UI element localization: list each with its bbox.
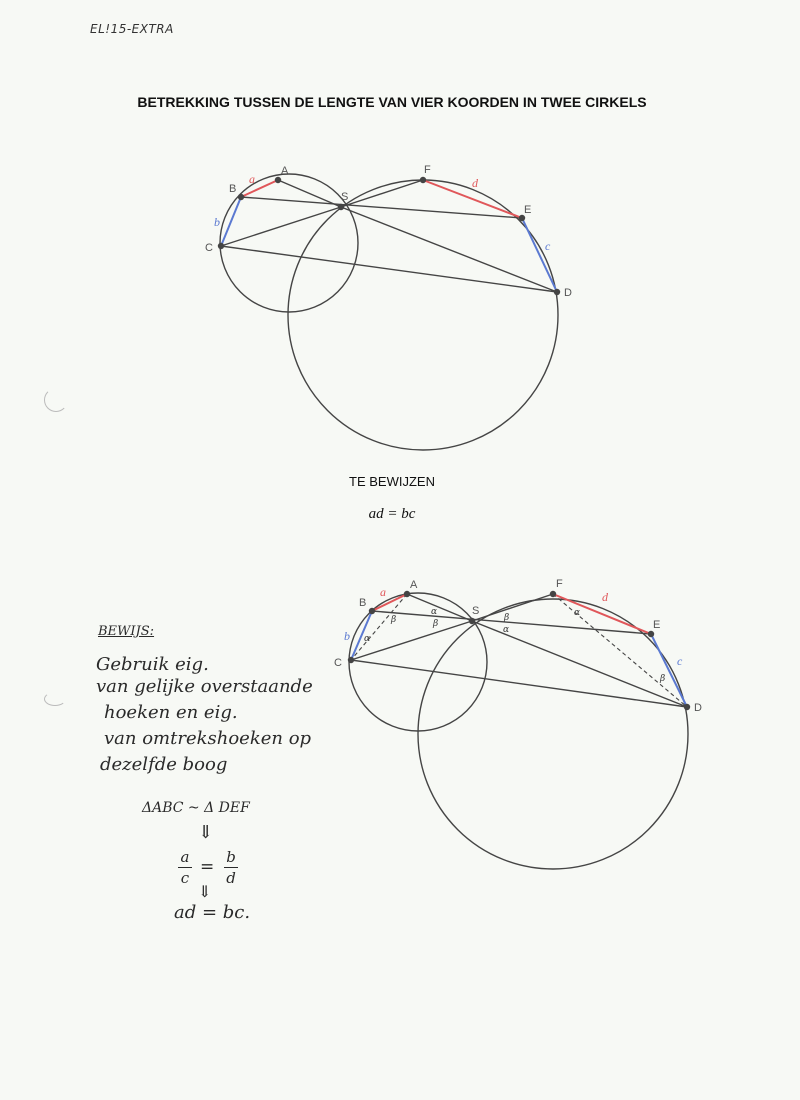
label-d-2: D (694, 702, 702, 714)
fraction-left-bar (178, 867, 192, 868)
fraction-left (178, 848, 192, 887)
angle-alpha-s2: α (503, 625, 510, 635)
chord-label-c: c (545, 239, 551, 253)
proof-line-2: van gelijke overstaande (96, 676, 313, 697)
label-f-2: F (556, 578, 563, 590)
fraction-right-numerator: b (226, 848, 236, 866)
fraction-right-bar (224, 867, 238, 868)
point-d (554, 289, 560, 295)
proof-heading: BEWIJS: (98, 624, 155, 639)
label-b-2: B (359, 597, 367, 609)
label-a: A (281, 165, 289, 177)
point-f (420, 177, 426, 183)
point-a (275, 177, 281, 183)
label-f: F (424, 164, 431, 176)
point-f-2 (550, 591, 556, 597)
label-c-2: C (334, 657, 342, 669)
point-d-2 (684, 704, 690, 710)
chord-label-d: d (472, 176, 478, 190)
to-prove-heading: TE BEWIJZEN (349, 474, 435, 489)
label-e: E (524, 204, 532, 216)
fraction-left-numerator: a (180, 848, 190, 866)
proof-line-1: Gebruik eig. (96, 654, 209, 675)
document-reference: EL!15-EXTRA (90, 22, 174, 36)
label-c: C (205, 242, 213, 254)
point-c (218, 243, 224, 249)
point-a-2 (404, 591, 410, 597)
angle-beta-s1: β (433, 619, 439, 629)
point-b (238, 194, 244, 200)
label-a-2: A (410, 579, 418, 591)
line-c-d-2 (351, 660, 687, 707)
chord-a-2 (372, 594, 407, 611)
implies-arrow-1: ⇓ (198, 822, 214, 843)
line-a-e (278, 180, 341, 207)
line-b-e-2 (372, 611, 651, 634)
point-c-2 (348, 657, 354, 663)
line-c-d (221, 246, 557, 292)
angle-beta-d: β (660, 674, 666, 684)
line-f-s (341, 180, 423, 207)
label-b: B (229, 183, 237, 195)
point-s-2 (469, 618, 475, 624)
proof-conclusion: ad = bc. (174, 902, 251, 923)
point-b-2 (369, 608, 375, 614)
label-s-2: S (472, 605, 480, 617)
label-d: D (564, 287, 572, 299)
proof-line-3: hoeken en eig. (104, 702, 238, 723)
label-e-2: E (653, 619, 661, 631)
label-s: S (341, 191, 349, 203)
fraction-right (224, 848, 238, 887)
chord-label-a: a (249, 172, 255, 186)
proof-line-5: dezelfde boog (100, 754, 228, 775)
chord-label-d-2: d (602, 590, 608, 604)
line-s-c (221, 207, 341, 246)
fraction-left-denominator: c (180, 869, 190, 887)
punch-hole-mark-2 (44, 692, 66, 706)
page-title: BETREKKING TUSSEN DE LENGTE VAN VIER KOORDEN IN TWEE CIRKELS (137, 94, 647, 110)
similarity-statement: ΔABC ~ Δ DEF (142, 800, 250, 816)
chord-label-c-2: c (677, 654, 683, 668)
implies-arrow-2: ⇓ (198, 882, 212, 901)
large-circle (288, 180, 558, 450)
chord-label-b: b (214, 215, 220, 229)
chord-c-2 (651, 634, 687, 707)
large-circle-2 (418, 599, 688, 869)
fraction-right-denominator: d (226, 869, 236, 887)
line-f-s-2 (472, 594, 553, 621)
angle-alpha-s1: α (431, 607, 438, 617)
angle-beta-b: β (391, 615, 397, 625)
point-s (338, 204, 344, 210)
angle-alpha-f: α (574, 608, 581, 618)
chord-label-a-2: a (380, 585, 386, 599)
fraction-equals: = (200, 857, 215, 877)
figure-1 (0, 0, 800, 470)
line-b-e (241, 197, 522, 218)
proof-line-4: van omtrekshoeken op (104, 728, 312, 749)
point-e-2 (648, 631, 654, 637)
angle-beta-s2: β (504, 613, 510, 623)
angle-alpha-c: α (364, 634, 371, 644)
chord-label-b-2: b (344, 629, 350, 643)
punch-hole-mark-1 (44, 388, 68, 412)
to-prove-formula: ad = bc (368, 506, 416, 522)
